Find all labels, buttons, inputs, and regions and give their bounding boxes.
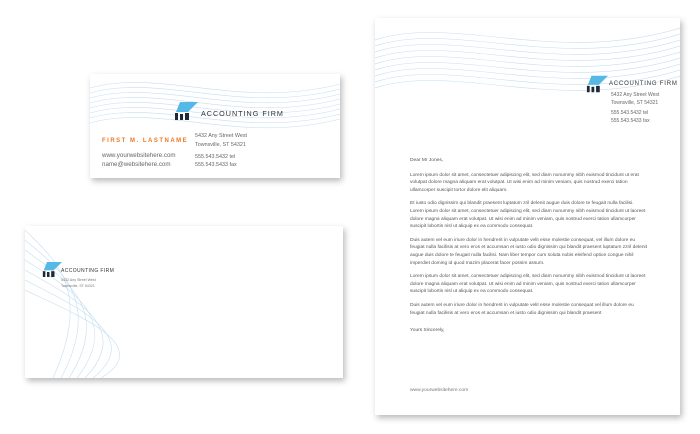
card-person-name: FIRST M. LASTNAME bbox=[102, 138, 189, 144]
envelope-address-line1: 5432 Any Street West bbox=[61, 278, 96, 282]
card-address-block bbox=[195, 132, 247, 170]
envelope bbox=[25, 226, 343, 378]
envelope-address-block bbox=[61, 278, 96, 289]
letter-paragraph: Lorem ipsum dolor sit amet, consectetuer adipiscing elit, sed diam nonummy nibh euismod tincidunt ut laoreet dolore magna aliquam erat volutpat. Ut wisi enim ad minim veniam, quis nostrud exerci tation ullamcorper suscipit lobortis nisl ut aliquip ex ea commodo consequat. bbox=[410, 274, 646, 295]
card-address-line1: 5432 Any Street West bbox=[195, 133, 248, 139]
accounting-firm-logo-icon bbox=[174, 102, 198, 120]
envelope-logo-icon bbox=[42, 262, 62, 277]
letterhead-firm-name: ACCOUNTING FIRM bbox=[609, 81, 678, 87]
card-firm-name: ACCOUNTING FIRM bbox=[201, 109, 284, 118]
letter-paragraph: Lorem ipsum dolor sit amet, consectetuer adipiscing elit, sed diam nonummy nibh euismod tincidunt ut erat volutpat dolore magna aliquam erat volutpat. Ut wisi enim ad minim veniam, quis nostrud exerci tation ullamcorper suscipit tortor dolore elit aliquam. bbox=[410, 172, 639, 193]
letter-paragraph: Duis autem vel eum iriure dolor in hendrerit in vulputate velit esse molestie consequat, vel illum dolore eu feugiat nulla facilisis at vero eros et accumsan et iusto odio dignissim qui blandit praesent luptatum zzril delenit augue duis dolore te feugait nulla facilisi. Nam liber tempor cum soluta nobis eleifend option congue nihil imperdiet doming id quod mazim placerat facer possim assum. bbox=[410, 237, 647, 266]
card-website: www.yourwebsitehere.com bbox=[102, 152, 176, 159]
envelope-wave-pattern bbox=[25, 226, 343, 378]
letterhead-address-line1: 5432 Any Street West bbox=[611, 92, 660, 98]
letter-greeting: Dear Mr Jones, bbox=[410, 158, 444, 163]
letter-paragraph: Et iusto odio dignissim qui blandit praesent luptatum zril delenit augue duis dolore te feugait nulla facilisi. Lorem ipsum dolor sit amet, consectetuer adipiscing elit, sed diam nonummy nibh euismod tincidunt ut laoreet dolore magna aliquam erat volutpat. Ut wisi enim ad minim veniam, quis nostrud exerci tation ullamcorper suscipit lobortis nisl ut aliquip ex ea commodo consequat. bbox=[410, 201, 646, 230]
card-contact-web bbox=[102, 151, 176, 169]
letter-footer-website: www.yourwebsitehere.com bbox=[410, 388, 469, 393]
letter-paragraph: Duis autem vel eum iriure dolor in hendrerit in vulputate velit esse molestie consequat vel illum dolore eu feugiat nulla facilisis at vero eros et accumsan et iusto odio dignissim qui blandit praesent bbox=[410, 302, 634, 316]
letterhead-address-block bbox=[611, 92, 659, 125]
envelope-address-line2: Townsville, ST 54321 bbox=[61, 283, 95, 288]
letter-body bbox=[410, 157, 648, 341]
envelope-firm-name: ACCOUNTING FIRM bbox=[61, 268, 115, 274]
card-address-line2: Townsville, ST 54321 bbox=[195, 141, 246, 148]
business-card bbox=[90, 74, 340, 178]
letterhead-fax: 555.543.5433 fax bbox=[611, 117, 650, 124]
letterhead-phone: 555.543.5432 tel bbox=[611, 110, 649, 117]
letterhead-logo-icon bbox=[586, 75, 608, 93]
card-fax: 555.543.5433 fax bbox=[195, 162, 237, 169]
card-phone: 555.543.5432 tel bbox=[195, 153, 236, 160]
card-email: name@websitehere.com bbox=[102, 161, 171, 168]
letterhead bbox=[375, 18, 680, 415]
letterhead-address-line2: Townsville, ST 54321 bbox=[611, 99, 659, 106]
letter-closing: Yours Sincerely, bbox=[410, 328, 445, 334]
